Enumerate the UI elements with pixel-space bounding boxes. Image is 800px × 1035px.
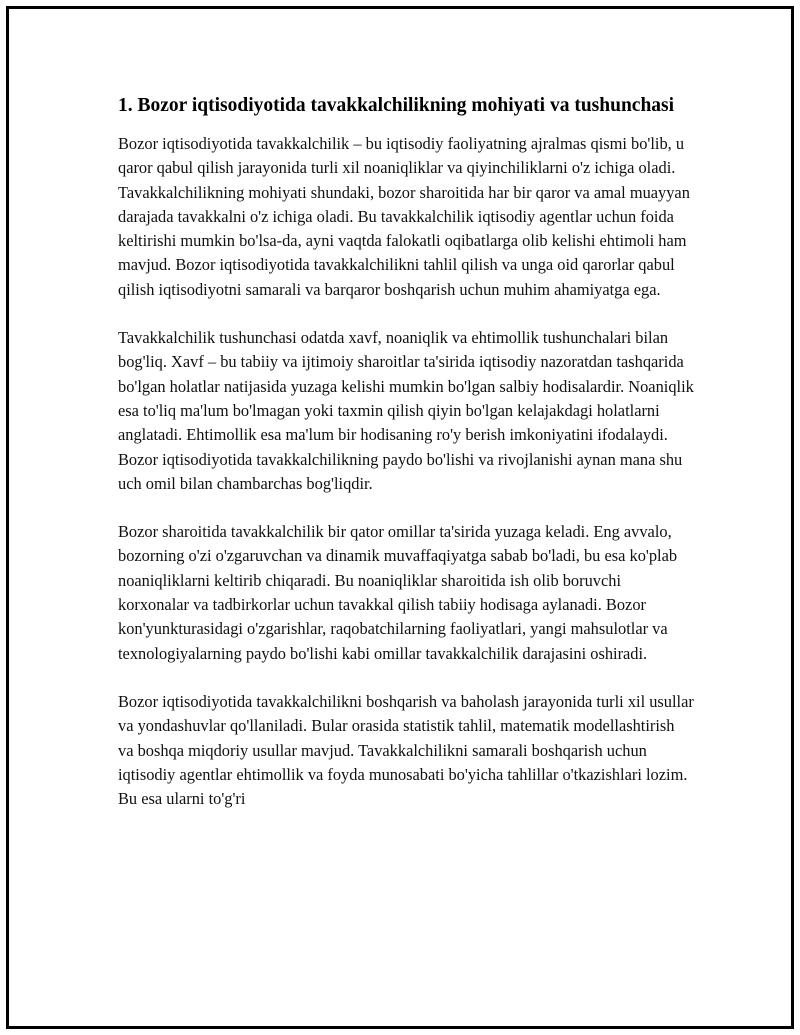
paragraph: Bozor iqtisodiyotida tavakkalchilik – bu iqtisodiy faoliyatning ajralmas qismi bo'lib, u qaror qabul qilish jarayonida turli xil noaniqliklar va qiyinchiliklarni o'z ichiga oladi. Tavakkalchilikning mohiyati shundaki, bozor sharoitida har bir qaror va amal muayyan darajada tavakkalni o'z ichiga oladi. Bu tavakkalchilik iqtisodiy agentlar uchun foida keltirishi mumkin bo'lsa-da, ayni vaqtda falokatli oqibatlarga olib kelishi ehtimoli ham mavjud. Bozor iqtisodiyotida tavakkalchilikni tahlil qilish va unga oid qarorlar qabul qilish iqtisodiyotni samarali va barqaror boshqarish uchun muhim ahamiyatga ega. xyxy=(118,134,690,299)
document-body xyxy=(118,92,694,835)
paragraph: Tavakkalchilik tushunchasi odatda xavf, noaniqlik va ehtimollik tushunchalari bilan bog'liq. Xavf – bu tabiiy va ijtimoiy sharoitlar ta'sirida iqtisodiy nazoratdan tashqarida bo'lgan holatlar natijasida yuzaga kelishi mumkin bo'lgan salbiy hodisalardir. Noaniqlik esa to'liq ma'lum bo'lmagan yoki taxmin qilish qiyin bo'lgan kelajakdagi holatlarni anglatadi. Ehtimollik esa ma'lum bir hodisaning ro'y berish imkoniyatini ifodalaydi. Bozor iqtisodiyotida tavakkalchilikning paydo bo'lishi va rivojlanishi aynan mana shu uch omil bilan chambarchas bog'liqdir. xyxy=(118,328,694,493)
paragraph: Bozor iqtisodiyotida tavakkalchilikni boshqarish va baholash jarayonida turli xil usullar va yondashuvlar qo'llaniladi. Bular orasida statistik tahlil, matematik modellashtirish va boshqa miqdoriy usullar mavjud. Tavakkalchilikni samarali boshqarish uchun iqtisodiy agentlar ehtimollik va foyda munosabati bo'yicha tahlillar o'tkazishlari lozim. Bu esa ularni to'g'ri xyxy=(118,691,694,809)
section-heading: 1. Bozor iqtisodiyotida tavakkalchilikning mohiyati va tushunchasi xyxy=(118,95,675,116)
paragraph: Bozor sharoitida tavakkalchilik bir qator omillar ta'sirida yuzaga keladi. Eng avvalo, bozorning o'zi o'zgaruvchan va dinamik muvaffaqiyatga sabab bo'ladi, bu esa ko'plab noaniqliklarni keltirib chiqaradi. Bu noaniqliklar sharoitida ish olib boruvchi korxonalar va tadbirkorlar uchun tavakkal qilish tabiiy hodisaga aylanadi. Bozor kon'yunkturasidagi o'zgarishlar, raqobatchilarning faoliyatlari, yangi mahsulotlar va texnologiyalarning paydo bo'lishi kabi omillar tavakkalchilik darajasini oshiradi. xyxy=(118,522,678,663)
